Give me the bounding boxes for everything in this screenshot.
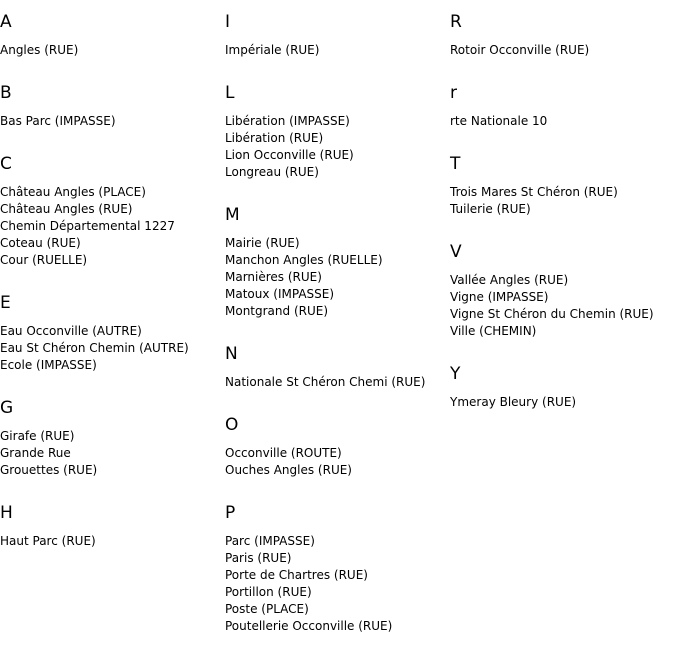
letter-heading: R [450,12,462,32]
street-item: Matoux (IMPASSE) [225,287,335,301]
street-item: Marnières (RUE) [225,270,322,284]
street-item: Libération (RUE) [225,131,324,145]
street-item: Ymeray Bleury (RUE) [450,395,577,409]
letter-group-m [225,205,425,320]
street-item: Paris (RUE) [225,551,292,565]
street-item: Libération (IMPASSE) [225,114,350,128]
street-item: Portillon (RUE) [225,585,312,599]
letter-heading: C [0,154,12,174]
letter-heading: B [0,83,12,103]
street-item: Eau Occonville (AUTRE) [0,324,142,338]
street-list [0,42,189,59]
street-list [450,113,654,130]
letter-group-t [450,154,654,218]
letter-heading: M [225,205,240,225]
letter-group-y [450,364,654,411]
letter-heading: N [225,344,238,364]
street-item: Grouettes (RUE) [0,463,98,477]
street-item: Rotoir Occonville (RUE) [450,43,590,57]
street-list [225,374,425,391]
letter-group-v [450,242,654,340]
letter-group-h [0,503,189,550]
letter-group-b [0,83,189,130]
letter-heading: Y [450,364,461,384]
letter-heading: E [0,293,11,313]
street-item: Ville (CHEMIN) [450,324,537,338]
letter-group-c [0,154,189,269]
street-item: Poste (PLACE) [225,602,309,616]
street-item: Eau St Chéron Chemin (AUTRE) [0,341,189,355]
street-item: Chemin Départemental 1227 [0,219,175,233]
street-list [225,533,425,635]
street-index-column-2 [225,0,425,659]
street-item: Manchon Angles (RUELLE) [225,253,383,267]
letter-group-r [450,12,654,59]
letter-group-a [0,12,189,59]
letter-group-p [225,503,425,635]
street-list [0,113,189,130]
street-item: rte Nationale 10 [450,114,548,128]
street-list [0,323,189,374]
letter-heading: A [0,12,12,32]
street-item: Ouches Angles (RUE) [225,463,352,477]
street-list [0,533,189,550]
letter-group-l [225,83,425,181]
street-list [225,445,425,479]
street-item: Longreau (RUE) [225,165,319,179]
letter-heading: O [225,415,239,435]
letter-group-i [225,12,425,59]
letter-heading: P [225,503,236,523]
street-item: Coteau (RUE) [0,236,81,250]
street-list [225,235,425,320]
street-item: Occonville (ROUTE) [225,446,342,460]
street-item: Vigne (IMPASSE) [450,290,549,304]
street-item: Poutellerie Occonville (RUE) [225,619,393,633]
letter-heading: L [225,83,235,103]
street-item: Parc (IMPASSE) [225,534,315,548]
street-item: Vigne St Chéron du Chemin (RUE) [450,307,654,321]
street-item: Impériale (RUE) [225,43,320,57]
street-index-column-1 [0,0,189,574]
street-item: Montgrand (RUE) [225,304,329,318]
street-item: Angles (RUE) [0,43,79,57]
street-list [225,113,425,181]
street-list [225,42,425,59]
street-index-column-3 [450,0,654,435]
street-item: Trois Mares St Chéron (RUE) [450,185,618,199]
street-item: Haut Parc (RUE) [0,534,96,548]
street-list [450,184,654,218]
street-item: Château Angles (PLACE) [0,185,146,199]
street-item: Ecole (IMPASSE) [0,358,97,372]
street-item: Tuilerie (RUE) [450,202,531,216]
street-item: Grande Rue [0,446,71,460]
letter-group-e [0,293,189,374]
letter-heading: T [450,154,461,174]
street-list [450,42,654,59]
letter-heading: G [0,398,14,418]
letter-group-g [0,398,189,479]
street-item: Cour (RUELLE) [0,253,88,267]
letter-heading: r [450,83,457,103]
street-item: Porte de Chartres (RUE) [225,568,368,582]
letter-heading: V [450,242,462,262]
street-item: Château Angles (RUE) [0,202,133,216]
letter-group-o [225,415,425,479]
street-item: Girafe (RUE) [0,429,75,443]
street-item: Mairie (RUE) [225,236,300,250]
street-list [450,394,654,411]
street-list [0,184,189,269]
street-list [0,428,189,479]
street-item: Bas Parc (IMPASSE) [0,114,116,128]
letter-group-r-lowercase [450,83,654,130]
street-list [450,272,654,340]
letter-heading: I [225,12,231,32]
street-item: Nationale St Chéron Chemi (RUE) [225,375,426,389]
street-item: Lion Occonville (RUE) [225,148,354,162]
letter-group-n [225,344,425,391]
street-item: Vallée Angles (RUE) [450,273,569,287]
letter-heading: H [0,503,13,523]
